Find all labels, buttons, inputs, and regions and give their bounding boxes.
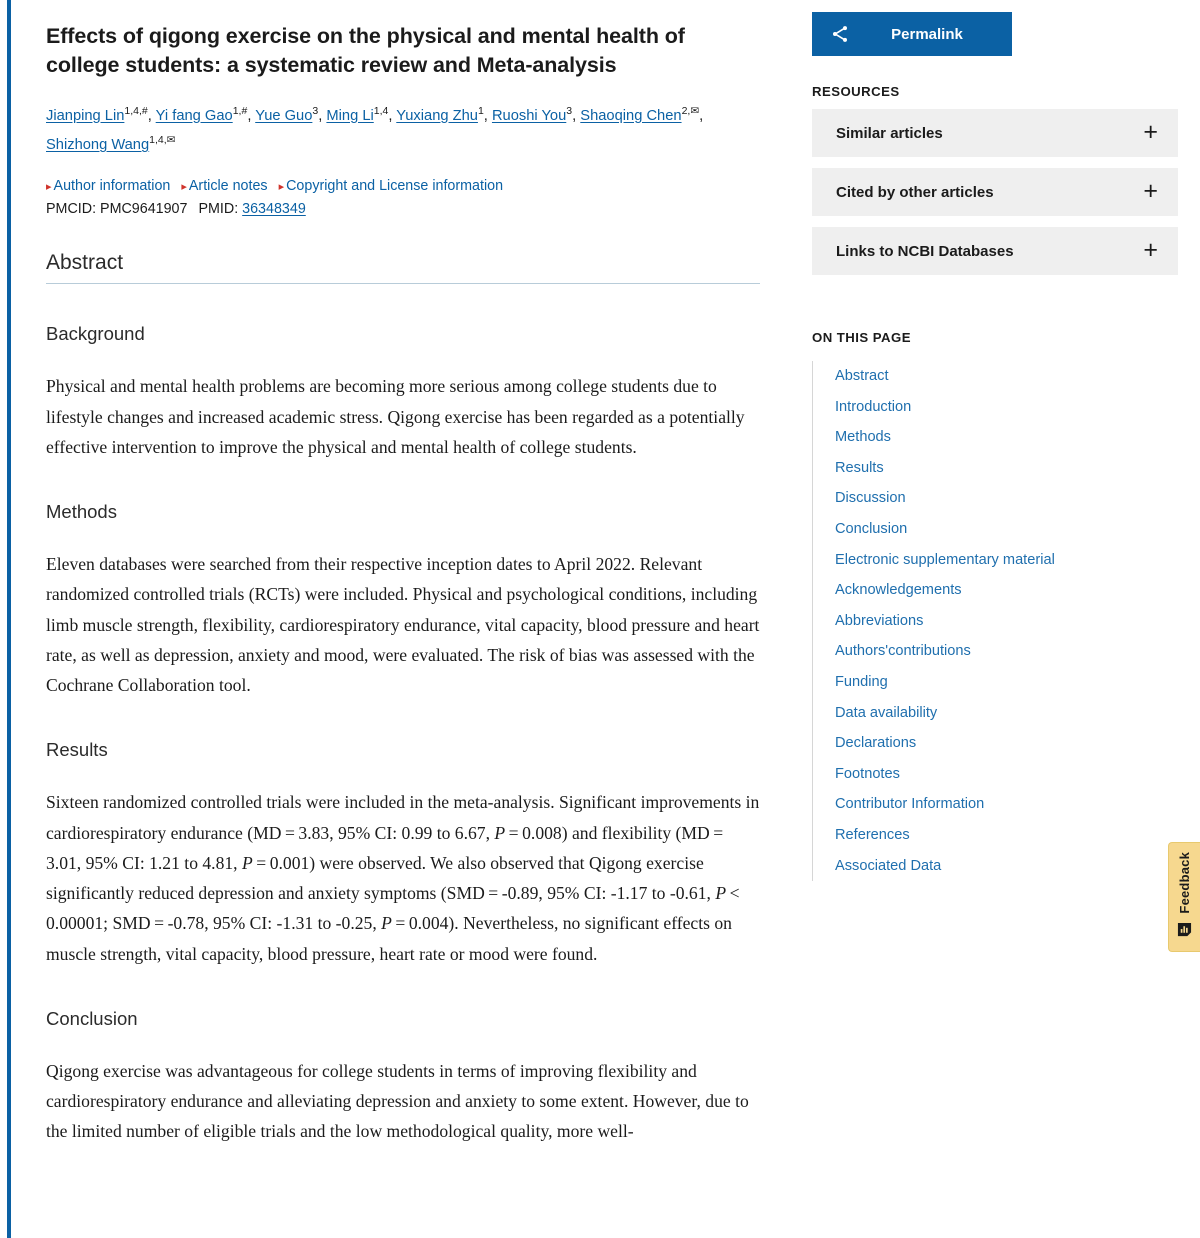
author-separator: , [572,107,581,124]
abstract-subheading: Results [46,739,108,761]
pmid-link[interactable]: 36348349 [242,201,306,218]
nav-list-item [835,392,1178,423]
author-link[interactable]: Shizhong Wang [46,137,150,153]
nav-link-electronic-supplementary-material[interactable]: Electronic supplementary material [835,551,1055,568]
nav-link-abbreviations[interactable]: Abbreviations [835,612,924,629]
abstract-paragraph: Physical and mental health problems are becoming more serious among college students due to lifestyle changes and increased academic stress. Qigong exercise has been regarded as a potentially effective intervention to improve the physical and mental health of college students. [46,376,745,457]
nav-list-item [835,453,1178,484]
abstract-subheading: Methods [46,501,117,523]
permalink-label: Permalink [891,25,963,43]
author-separator: , [483,107,492,124]
nav-link-abstract[interactable]: Abstract [835,368,889,384]
nav-link-conclusion[interactable]: Conclusion [835,520,908,537]
author-separator: , [247,107,256,124]
caret-right-icon: ▸ [181,181,187,194]
author-separator: , [147,107,156,124]
resource-accordion-label: Cited by other articles [836,183,994,201]
nav-list-item [835,636,1178,667]
nav-link-funding[interactable]: Funding [835,673,888,690]
caret-right-icon: ▸ [46,181,52,194]
nav-link-references[interactable]: References [835,826,910,843]
nav-list-item [835,422,1178,453]
nav-link-results[interactable]: Results [835,459,884,476]
resource-accordion-row[interactable] [812,227,1178,275]
abstract-subheading: Conclusion [46,1007,138,1029]
resources-heading: RESOURCES [812,84,900,99]
plus-icon[interactable]: + [1143,176,1158,205]
nav-list-item [835,698,1178,729]
nav-list-item [835,606,1178,637]
nav-list-item [835,789,1178,820]
author-link[interactable]: Shaoqing Chen [580,107,682,124]
resource-accordion-row[interactable] [812,168,1178,216]
nav-link-introduction[interactable]: Introduction [835,398,912,415]
abstract-paragraph: Qigong exercise was advantageous for college students in terms of improving flexibility and cardiorespiratory endurance and alleviating depression and anxiety to some extent. However, due to the limited number of eligible trials and the low methodological quality, more well- [46,1060,749,1142]
meta-link[interactable]: ▸ Article notes [181,178,268,195]
resource-accordion-row[interactable] [812,109,1178,157]
author-link[interactable]: Ruoshi You [491,107,567,124]
author-link[interactable]: Ming Li [326,107,374,124]
abstract-subheading: Background [46,323,145,345]
meta-link[interactable]: ▸ Copyright and License information [278,178,504,195]
author-separator: , [388,107,397,124]
share-icon [830,24,850,44]
pmid-label: PMID: [198,201,239,218]
nav-list-item [835,575,1178,606]
nav-link-associated-data[interactable]: Associated Data [835,857,942,874]
plus-icon[interactable]: + [1143,117,1158,146]
nav-list-item [835,759,1178,790]
nav-list-item [835,728,1178,759]
resource-accordion-label: Links to NCBI Databases [836,242,1014,260]
nav-list-item [835,667,1178,698]
nav-list-item [835,820,1178,851]
right-sidebar [800,0,1200,881]
abstract-heading: Abstract [46,251,760,284]
author-separator: , [699,107,704,124]
nav-link-authors-contributions[interactable]: Authors'contributions [835,643,971,660]
nav-link-acknowledgements[interactable]: Acknowledgements [835,582,962,599]
nav-link-footnotes[interactable]: Footnotes [835,765,900,782]
author-separator: , [318,107,327,124]
nav-list-item [835,483,1178,514]
author-link[interactable]: Yi fang Gao [155,107,233,124]
resources-accordion [812,109,1178,275]
nav-list-item [835,545,1178,576]
nav-list-item [835,514,1178,545]
nav-link-data-availability[interactable]: Data availability [835,704,938,721]
on-this-page-nav [812,361,1178,881]
feedback-label: Feedback [1177,852,1192,914]
author-link[interactable]: Jianping Lin [46,107,125,124]
survey-chart-icon [1177,922,1192,942]
abstract-paragraph: Sixteen randomized controlled trials were included in the meta-analysis. Significant improvements in cardiorespiratory endurance (MD = 3.83, 95% CI: 0.99 to 6.67, P = 0.008) and flexibility (MD = 3.01, 95% CI: 1.21 to 4.81, P = 0.001) were observed. We also observed that Qigong exercise significantly reduced depression and anxiety symptoms (SMD = -0.89, 95% CI: -1.17 to -0.61, P < 0.00001; SMD = -0.78, 95% CI: -1.31 to -0.25, P = 0.004). Nevertheless, no significant effects on muscle strength, vital capacity, blood pressure, heart rate or mood were found. [46,792,760,964]
on-this-page-heading: ON THIS PAGE [812,330,911,345]
nav-link-contributor-information[interactable]: Contributor Information [835,796,985,813]
nav-list-item [835,851,1178,882]
nav-link-declarations[interactable]: Declarations [835,735,917,752]
page-title: Effects of qigong exercise on the physical and mental health of college students: a systematic review and Meta-analysis [46,24,685,77]
permalink-button[interactable] [812,12,1012,56]
pmcid-value: PMC9641907 [100,201,188,218]
pmcid-label: PMCID: [46,201,97,218]
abstract-sections [46,323,760,1146]
author-list: Jianping Lin$^{1,4,\#}$, Yi fang Gao$^{1,\#}$, Yue Guo$^3$, Ming Li$^{1,4}$, Yuxiang Zhu$^1$, Ruoshi You$^3$, Shaoqing Chen$^{2,✉}$, Shizhong Wang$^{1,4,✉}$ [46,104,704,153]
meta-link[interactable]: ▸ Author information [46,178,171,195]
nav-list-item [835,361,1178,392]
abstract-paragraph: Eleven databases were searched from their respective inception dates to April 2022. Relevant randomized controlled trials (RCTs) were included. Physical and psychological conditions, including limb muscle strength, flexibility, cardiorespiratory endurance, vital capacity, blood pressure and heart rate, as well as depression, anxiety and mood, were evaluated. The risk of bias was assessed with the Cochrane Collaboration tool. [46,554,760,696]
plus-icon[interactable]: + [1143,235,1158,264]
author-link[interactable]: Yue Guo [255,107,313,124]
article-identifiers [46,201,760,217]
nav-link-methods[interactable]: Methods [835,429,891,446]
article-meta-links [46,178,760,194]
caret-right-icon: ▸ [278,181,285,194]
author-link[interactable]: Yuxiang Zhu [396,107,478,124]
nav-link-discussion[interactable]: Discussion [835,490,906,507]
feedback-tab[interactable] [1168,842,1200,952]
resource-accordion-label: Similar articles [836,124,943,142]
